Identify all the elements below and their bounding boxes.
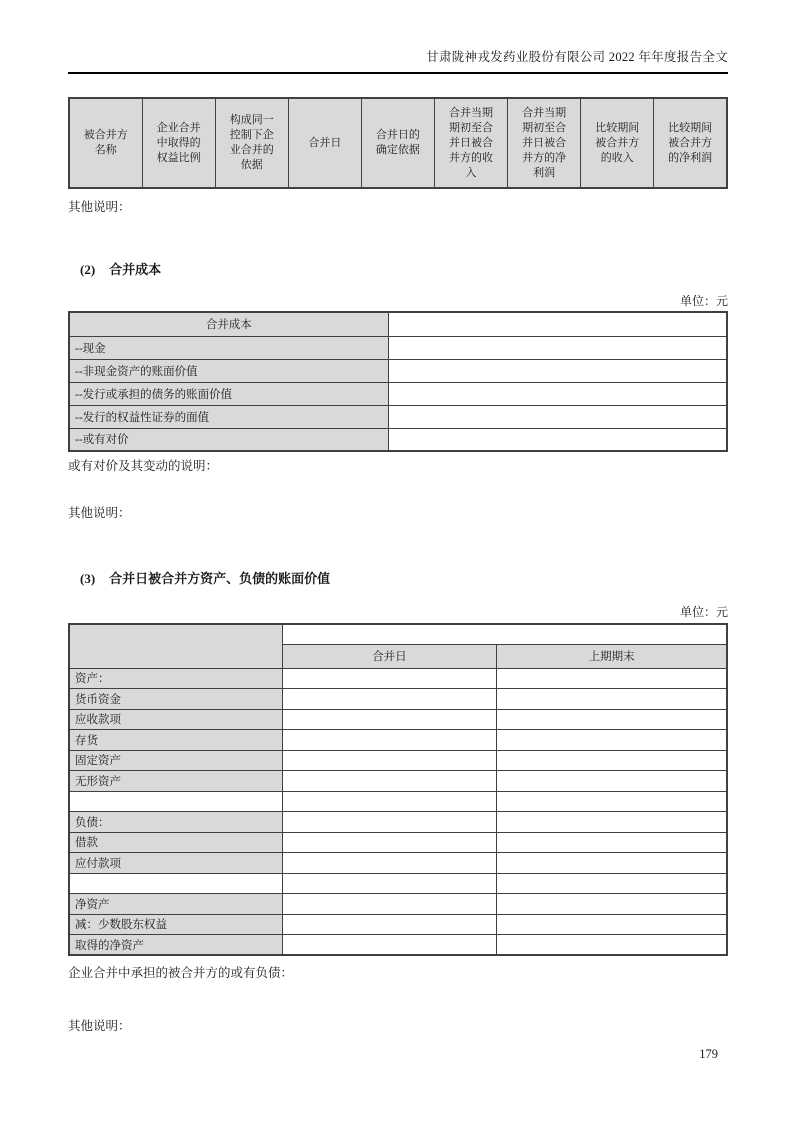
section-number: (3) (80, 571, 96, 586)
row-label-monetary-funds: 货币资金 (69, 689, 282, 710)
table-row (69, 709, 727, 730)
row-label-net-assets: 净资产 (69, 894, 282, 915)
value-cell (388, 336, 727, 359)
blank-label-cell (69, 873, 282, 894)
value-cell (282, 935, 497, 956)
section-number: (2) (80, 262, 96, 277)
table-row (69, 771, 727, 792)
col-header-comparative-net-profit: 比较期间被合并方的净利润 (654, 98, 727, 188)
value-cell (497, 812, 727, 833)
table-row (69, 812, 727, 833)
table-row (69, 935, 727, 956)
value-cell (497, 791, 727, 812)
table-row (69, 668, 727, 689)
col-header-period-revenue: 合并当期期初至合并日被合并方的收入 (434, 98, 507, 188)
row-label-receivables: 应收款项 (69, 709, 282, 730)
value-cell (282, 771, 497, 792)
contingent-liability-note-label: 企业合并中承担的被合并方的或有负债： (68, 966, 294, 980)
table-row (69, 405, 727, 428)
value-cell (497, 914, 727, 935)
unit-label-3: 单位：元 (679, 605, 728, 619)
table-row (69, 832, 727, 853)
row-label-noncash-book-value: --非现金资产的账面价值 (69, 359, 388, 382)
col-header-merged-party-name: 被合并方名称 (69, 98, 142, 188)
value-cell (497, 689, 727, 710)
value-cell (388, 405, 727, 428)
table-row (69, 853, 727, 874)
page-number: 179 (699, 1047, 718, 1061)
table-row-blank (69, 873, 727, 894)
value-cell (497, 730, 727, 751)
unit-label-2: 单位：元 (679, 294, 728, 308)
value-cell (282, 812, 497, 833)
value-cell (388, 382, 727, 405)
table-row (69, 914, 727, 935)
row-label-cash: --现金 (69, 336, 388, 359)
other-note-label-2: 其他说明： (68, 506, 131, 520)
value-cell (282, 709, 497, 730)
row-label-debt-book-value: --发行或承担的债务的账面价值 (69, 382, 388, 405)
value-cell (282, 730, 497, 751)
value-cell (388, 428, 727, 451)
value-cell (497, 668, 727, 689)
section-title: 合并日被合并方资产、负债的账面价值 (109, 571, 331, 586)
col-header-equity-ratio: 企业合并中取得的权益比例 (142, 98, 215, 188)
table-row (69, 336, 727, 359)
other-note-label-3: 其他说明： (68, 1019, 131, 1033)
table-top-row (69, 624, 727, 644)
blank-spanner-cell (282, 624, 727, 644)
blank-label-cell (69, 791, 282, 812)
content-area (68, 50, 728, 1061)
value-cell (282, 689, 497, 710)
value-cell (282, 791, 497, 812)
value-cell (497, 894, 727, 915)
table-header-row (69, 312, 727, 336)
col-header-common-control-basis: 构成同一控制下企业合并的依据 (215, 98, 288, 188)
col-header-period-net-profit: 合并当期期初至合并日被合并方的净利润 (508, 98, 581, 188)
value-cell (497, 935, 727, 956)
value-cell (282, 832, 497, 853)
row-label-assets: 资产： (69, 668, 282, 689)
section-heading-merger-cost (68, 262, 728, 278)
row-label-equity-securities-par: --发行的权益性证券的面值 (69, 405, 388, 428)
row-label-fixed-assets: 固定资产 (69, 750, 282, 771)
merger-cost-table (68, 311, 728, 452)
value-cell (282, 894, 497, 915)
row-label-payables: 应付款项 (69, 853, 282, 874)
value-cell (497, 709, 727, 730)
table-row (69, 689, 727, 710)
col-header-merger-date: 合并日 (282, 644, 497, 668)
value-cell (388, 312, 727, 336)
section-heading-book-value (68, 571, 728, 587)
row-label-contingent-consideration: --或有对价 (69, 428, 388, 451)
section-title: 合并成本 (109, 262, 162, 277)
contingent-consideration-note-label: 或有对价及其变动的说明： (68, 459, 219, 473)
row-label-net-assets-acquired: 取得的净资产 (69, 935, 282, 956)
col-header-merger-date-basis: 合并日的确定依据 (361, 98, 434, 188)
table-row (69, 894, 727, 915)
book-value-table (68, 623, 728, 956)
value-cell (282, 668, 497, 689)
value-cell (497, 873, 727, 894)
value-cell (282, 873, 497, 894)
corner-cell (69, 624, 282, 668)
row-label-borrowings: 借款 (69, 832, 282, 853)
row-label-intangible-assets: 无形资产 (69, 771, 282, 792)
row-label-liabilities: 负债： (69, 812, 282, 833)
col-header-prior-period-end: 上期期末 (497, 644, 727, 668)
table-row (69, 750, 727, 771)
other-note-label-1: 其他说明： (68, 200, 131, 214)
table-row-blank (69, 791, 727, 812)
value-cell (497, 832, 727, 853)
value-cell (497, 771, 727, 792)
table-row (69, 359, 727, 382)
table-row (69, 428, 727, 451)
col-header-comparative-revenue: 比较期间被合并方的收入 (581, 98, 654, 188)
merger-party-table (68, 97, 728, 189)
table-row (69, 382, 727, 405)
value-cell (497, 853, 727, 874)
value-cell (282, 914, 497, 935)
value-cell (282, 750, 497, 771)
value-cell (282, 853, 497, 874)
report-header-title: 甘肃陇神戎发药业股份有限公司 2022 年年度报告全文 (68, 50, 728, 74)
value-cell (388, 359, 727, 382)
merger-cost-header-cell: 合并成本 (69, 312, 388, 336)
value-cell (497, 750, 727, 771)
col-header-merger-date: 合并日 (288, 98, 361, 188)
table-row (69, 730, 727, 751)
row-label-minority-interest: 减：少数股东权益 (69, 914, 282, 935)
merger-party-header-row (69, 98, 727, 188)
row-label-inventory: 存货 (69, 730, 282, 751)
